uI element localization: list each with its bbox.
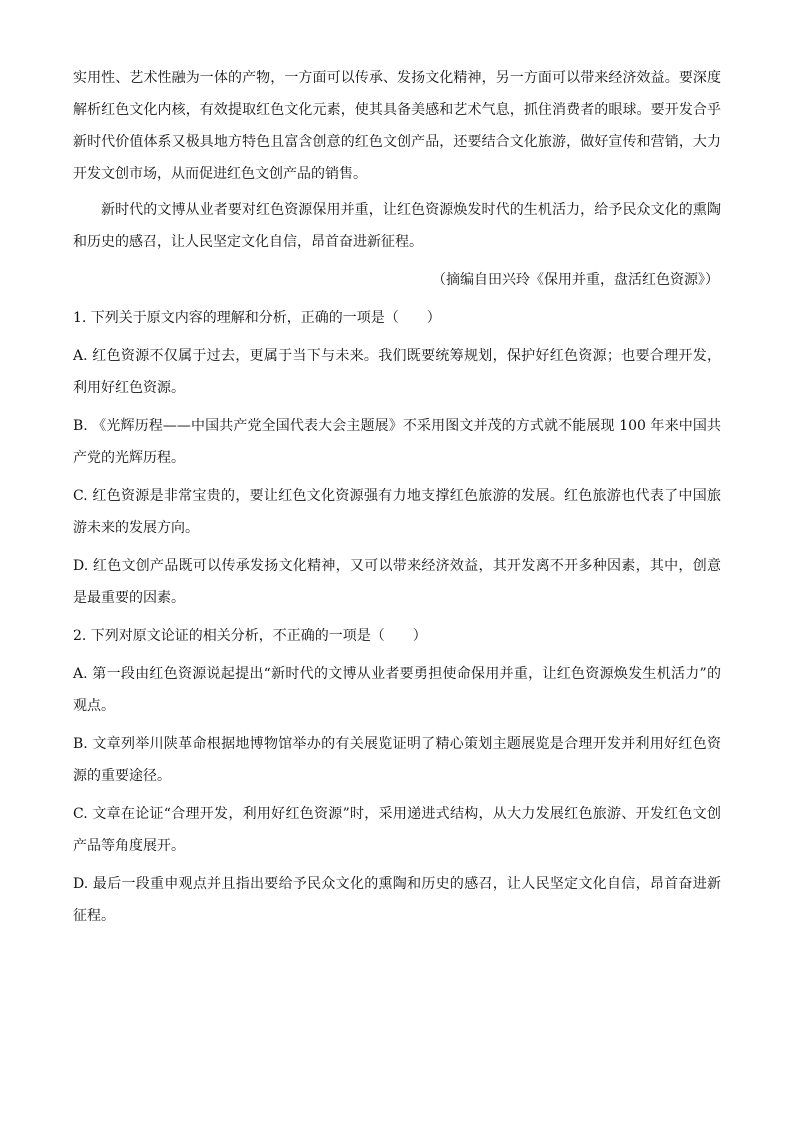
- passage-source: （摘编自田兴玲《保用并重，盘活红色资源》）: [432, 272, 719, 288]
- question-2-option-c: C. 文章在论证“合理开发，利用好红色资源”时，采用递进式结构，从大力发展红色旅游、开发红色文创产品等角度展开。: [73, 806, 721, 854]
- passage-paragraph-1: 实用性、艺术性融为一体的产物，一方面可以传承、发扬文化精神，另一方面可以带来经济效益。要深度解析红色文化内核，有效提取红色文化元素，使其具备美感和艺术气息，抓住消费者的眼球。要开发合乎新时代价值体系又极具地方特色且富含创意的红色文创产品，还要结合文化旅游，做好宣传和营销，大力开发文创市场，从而促进红色文创产品的销售。: [73, 70, 721, 182]
- question-2-option-a: A. 第一段由红色资源说起提出“新时代的文博从业者要勇担使命保用并重，让红色资源焕发生机活力”的观点。: [73, 666, 721, 714]
- question-2-stem: 2. 下列对原文论证的相关分析，不正确的一项是（ ）: [73, 628, 427, 644]
- question-2-option-d: D. 最后一段重申观点并且指出要给予民众文化的熏陶和历史的感召，让人民坚定文化自信，昂首奋进新征程。: [73, 876, 721, 924]
- question-1-option-b: B. 《光辉历程——中国共产党全国代表大会主题展》不采用图文并茂的方式就不能展现 100 年来中国共产党的光辉历程。: [73, 418, 721, 466]
- question-1: [73, 302, 721, 614]
- question-2: [73, 620, 721, 932]
- question-1-stem: 1. 下列关于原文内容的理解和分析，正确的一项是（ ）: [73, 310, 441, 326]
- question-2-option-b: B. 文章列举川陕革命根据地博物馆举办的有关展览证明了精心策划主题展览是合理开发并利用好红色资源的重要途径。: [73, 736, 721, 784]
- question-1-option-c: C. 红色资源是非常宝贵的，要让红色文化资源强有力地支撑红色旅游的发展。红色旅游也代表了中国旅游未来的发展方向。: [73, 488, 721, 536]
- question-1-option-d: D. 红色文创产品既可以传承发扬文化精神，又可以带来经济效益，其开发离不开多种因素，其中，创意是最重要的因素。: [73, 558, 721, 606]
- passage-paragraph-2: 新时代的文博从业者要对红色资源保用并重，让红色资源焕发时代的生机活力，给予民众文化的熏陶和历史的感召，让人民坚定文化自信，昂首奋进新征程。: [73, 202, 721, 250]
- document-page: [73, 62, 721, 932]
- question-1-option-a: A. 红色资源不仅属于过去，更属于当下与未来。我们既要统筹规划，保护好红色资源；也要合理开发，利用好红色资源。: [73, 348, 721, 396]
